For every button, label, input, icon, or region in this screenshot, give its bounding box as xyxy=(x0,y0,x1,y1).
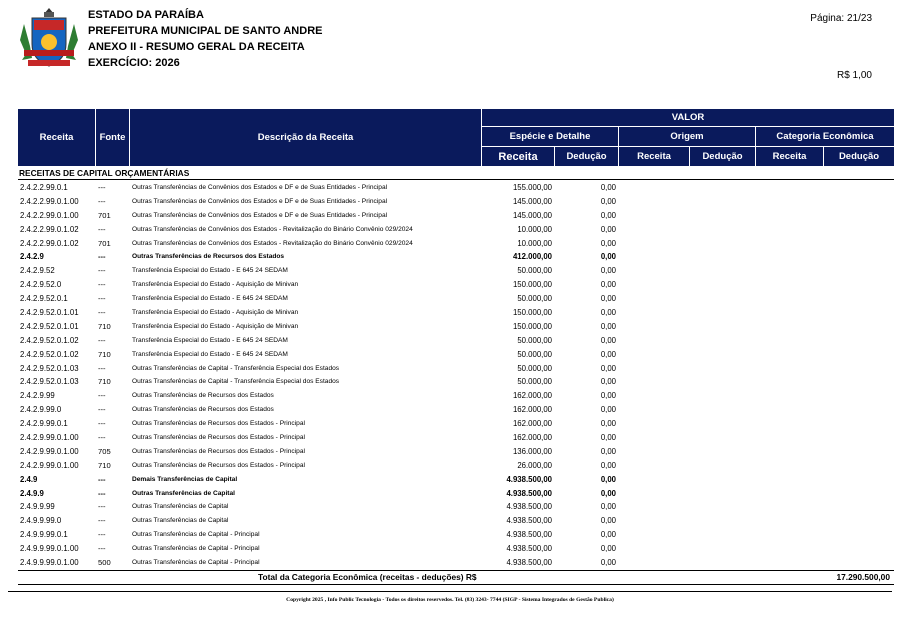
row-valor: 50.000,00 xyxy=(517,349,552,359)
row-deducao: 0,00 xyxy=(600,530,616,540)
row-fonte: 705 xyxy=(98,446,111,456)
table-row xyxy=(18,320,894,334)
row-description: Transferência Especial do Estado - E 645 24 SEDAM xyxy=(132,350,288,358)
subheader-especie-receita: Receita xyxy=(482,147,554,166)
row-description: Transferência Especial do Estado - Aquisição de Minivan xyxy=(132,281,299,289)
row-fonte: --- xyxy=(98,308,106,318)
table-row xyxy=(18,431,894,445)
row-description: Outras Transferências de Capital xyxy=(132,503,229,511)
row-valor: 4.938.500,00 xyxy=(506,502,552,512)
revenue-table-body xyxy=(18,181,894,570)
table-row xyxy=(18,237,894,251)
col-header-especie: Espécie e Detalhe xyxy=(482,127,618,146)
row-valor: 150.000,00 xyxy=(512,321,552,331)
row-valor: 50.000,00 xyxy=(517,377,552,387)
row-description: Outras Transferências de Capital - Principal xyxy=(132,545,260,553)
total-top-divider xyxy=(18,570,894,571)
row-fonte: --- xyxy=(98,488,106,498)
header-state: ESTADO DA PARAÍBA xyxy=(88,9,204,21)
row-fonte: 710 xyxy=(98,321,111,331)
row-valor: 10.000,00 xyxy=(517,224,552,234)
row-code: 2.4.9.9.99.0.1.00 xyxy=(20,558,79,568)
row-code: 2.4.2.9.52.0.1.01 xyxy=(20,321,79,331)
table-row xyxy=(18,292,894,306)
header-municipality: PREFEITURA MUNICIPAL DE SANTO ANDRE xyxy=(88,25,323,37)
row-fonte: --- xyxy=(98,391,106,401)
row-deducao: 0,00 xyxy=(600,502,616,512)
table-row xyxy=(18,181,894,195)
row-deducao: 0,00 xyxy=(600,210,616,220)
row-description: Outras Transferências de Recursos dos Estados xyxy=(132,392,274,400)
row-deducao: 0,00 xyxy=(600,419,616,429)
row-fonte: --- xyxy=(98,363,106,373)
row-deducao: 0,00 xyxy=(600,544,616,554)
row-valor: 136.000,00 xyxy=(512,446,552,456)
row-code: 2.4.2.9.52.0.1.01 xyxy=(20,308,79,318)
row-code: 2.4.2.9.99.0.1.00 xyxy=(20,460,79,470)
table-row xyxy=(18,264,894,278)
table-row xyxy=(18,459,894,473)
row-deducao: 0,00 xyxy=(600,224,616,234)
subheader-origem-deducao: Dedução xyxy=(690,147,755,166)
row-code: 2.4.2.9.52.0.1.02 xyxy=(20,335,79,345)
row-code: 2.4.2.2.99.0.1.00 xyxy=(20,196,79,206)
row-deducao: 0,00 xyxy=(600,488,616,498)
footer-copyright: Copyright 2025 , Info Public Tecnologia - Todos os direitos reservedos. Tel. (83) 3243- 7744 (SIGP - Sistema Integrados de Gestão Publica) xyxy=(286,597,614,603)
row-valor: 162.000,00 xyxy=(512,433,552,443)
row-fonte: --- xyxy=(98,530,106,540)
table-row xyxy=(18,556,894,570)
table-row xyxy=(18,195,894,209)
col-header-valor: VALOR xyxy=(482,109,894,126)
table-row xyxy=(18,362,894,376)
row-description: Transferência Especial do Estado - Aquisição de Minivan xyxy=(132,309,299,317)
row-fonte: --- xyxy=(98,224,106,234)
col-header-receita: Receita xyxy=(18,109,95,166)
row-description: Outras Transferências de Convênios dos Estados - Revitalização do Binário Convênio 029/2024 xyxy=(132,225,413,233)
table-row xyxy=(18,334,894,348)
row-valor: 50.000,00 xyxy=(517,363,552,373)
row-code: 2.4.2.9.52.0.1.03 xyxy=(20,363,79,373)
row-deducao: 0,00 xyxy=(600,335,616,345)
table-row xyxy=(18,348,894,362)
row-code: 2.4.2.9 xyxy=(20,252,44,262)
row-code: 2.4.9.9.99.0.1 xyxy=(20,530,68,540)
row-valor: 4.938.500,00 xyxy=(506,488,552,498)
table-row xyxy=(18,403,894,417)
row-code: 2.4.2.9.52.0.1 xyxy=(20,294,68,304)
row-fonte: 710 xyxy=(98,377,111,387)
row-code: 2.4.2.9.99.0 xyxy=(20,405,62,415)
table-row xyxy=(18,445,894,459)
row-valor: 4.938.500,00 xyxy=(506,544,552,554)
row-valor: 145.000,00 xyxy=(512,210,552,220)
row-description: Outras Transferências de Recursos dos Estados - Principal xyxy=(132,447,305,455)
row-code: 2.4.2.2.99.0.1 xyxy=(20,183,68,192)
col-header-fonte: Fonte xyxy=(96,109,129,166)
row-code: 2.4.9.9.99.0.1.00 xyxy=(20,544,79,554)
table-row xyxy=(18,473,894,487)
row-description: Outras Transferências de Capital xyxy=(132,517,229,525)
table-row xyxy=(18,375,894,389)
row-deducao: 0,00 xyxy=(600,377,616,387)
row-valor: 10.000,00 xyxy=(517,238,552,248)
row-description: Outras Transferências de Recursos dos Estados - Principal xyxy=(132,434,305,442)
row-description: Outras Transferências de Convênios dos Estados - Revitalização do Binário Convênio 029/2024 xyxy=(132,239,413,247)
total-label: Total da Categoria Econômica (receitas - deduções) R$ xyxy=(258,572,477,582)
row-fonte: 710 xyxy=(98,349,111,359)
row-valor: 150.000,00 xyxy=(512,280,552,290)
row-valor: 4.938.500,00 xyxy=(506,558,552,568)
row-valor: 162.000,00 xyxy=(512,391,552,401)
row-code: 2.4.2.2.99.0.1.00 xyxy=(20,210,79,220)
row-fonte: 701 xyxy=(98,238,111,248)
row-fonte: --- xyxy=(98,294,106,304)
row-deducao: 0,00 xyxy=(600,391,616,401)
section-divider xyxy=(18,179,894,180)
table-row xyxy=(18,389,894,403)
row-description: Outras Transferências de Recursos dos Estados xyxy=(132,253,285,261)
row-deducao: 0,00 xyxy=(600,294,616,304)
row-fonte: --- xyxy=(98,516,106,526)
row-fonte: 701 xyxy=(98,210,111,220)
row-description: Outras Transferências de Capital - Transferência Especial dos Estados xyxy=(132,378,340,386)
row-deducao: 0,00 xyxy=(600,280,616,290)
row-fonte: --- xyxy=(98,544,106,554)
row-deducao: 0,00 xyxy=(600,252,616,262)
row-fonte: --- xyxy=(98,474,106,484)
row-fonte: --- xyxy=(98,280,106,290)
row-valor: 26.000,00 xyxy=(517,460,552,470)
row-deducao: 0,00 xyxy=(600,196,616,206)
table-row xyxy=(18,278,894,292)
row-description: Outras Transferências de Capital - Principal xyxy=(132,559,260,567)
table-row xyxy=(18,500,894,514)
section-title: RECEITAS DE CAPITAL ORÇAMENTÁRIAS xyxy=(19,168,190,178)
col-header-descricao: Descrição da Receita xyxy=(130,109,481,166)
row-deducao: 0,00 xyxy=(600,308,616,318)
row-valor: 4.938.500,00 xyxy=(506,474,552,484)
row-fonte: --- xyxy=(98,419,106,429)
header-fiscal-year: EXERCÍCIO: 2026 xyxy=(88,57,180,69)
subheader-origem-receita: Receita xyxy=(619,147,689,166)
table-row xyxy=(18,417,894,431)
row-fonte: --- xyxy=(98,196,106,206)
row-code: 2.4.2.9.52.0.1.03 xyxy=(20,377,79,387)
row-fonte: --- xyxy=(98,433,106,443)
row-code: 2.4.9.9.99.0 xyxy=(20,516,62,526)
municipal-coat-of-arms xyxy=(16,6,82,70)
table-row xyxy=(18,528,894,542)
row-code: 2.4.9.9.99 xyxy=(20,502,55,512)
row-code: 2.4.2.9.52 xyxy=(20,266,55,276)
row-fonte: --- xyxy=(98,266,106,276)
total-value: 17.290.500,00 xyxy=(836,572,890,582)
page-number: Página: 21/23 xyxy=(810,13,872,24)
row-deducao: 0,00 xyxy=(600,363,616,373)
row-deducao: 0,00 xyxy=(600,558,616,568)
total-bottom-divider xyxy=(18,584,894,585)
row-deducao: 0,00 xyxy=(600,446,616,456)
row-description: Outras Transferências de Capital - Principal xyxy=(132,531,260,539)
row-description: Outras Transferências de Convênios dos Estados e DF e de Suas Entidades - Principal xyxy=(132,211,388,219)
row-deducao: 0,00 xyxy=(600,460,616,470)
row-description: Transferência Especial do Estado - E 645 24 SEDAM xyxy=(132,336,288,344)
subheader-categoria-deducao: Dedução xyxy=(824,147,894,166)
row-valor: 150.000,00 xyxy=(512,308,552,318)
table-row xyxy=(18,487,894,501)
subheader-categoria-receita: Receita xyxy=(756,147,823,166)
currency-unit: R$ 1,00 xyxy=(836,70,872,81)
row-description: Outras Transferências de Capital - Transferência Especial dos Estados xyxy=(132,364,340,372)
row-code: 2.4.2.9.99 xyxy=(20,391,55,401)
table-row xyxy=(18,306,894,320)
row-fonte: 710 xyxy=(98,460,111,470)
row-code: 2.4.2.2.99.0.1.02 xyxy=(20,224,79,234)
row-valor: 162.000,00 xyxy=(512,405,552,415)
row-valor: 145.000,00 xyxy=(512,196,552,206)
row-description: Outras Transferências de Recursos dos Estados - Principal xyxy=(132,420,305,428)
row-description: Demais Transferências de Capital xyxy=(132,475,238,483)
row-description: Transferência Especial do Estado - E 645 24 SEDAM xyxy=(132,267,288,275)
row-description: Outras Transferências de Convênios dos Estados e DF e de Suas Entidades - Principal xyxy=(132,184,388,191)
col-header-categoria: Categoria Econômica xyxy=(756,127,894,146)
row-deducao: 0,00 xyxy=(600,349,616,359)
row-deducao: 0,00 xyxy=(600,433,616,443)
row-fonte: --- xyxy=(98,405,106,415)
row-description: Outras Transferências de Recursos dos Estados - Principal xyxy=(132,461,305,469)
row-valor: 50.000,00 xyxy=(517,294,552,304)
table-row xyxy=(18,250,894,264)
row-fonte: --- xyxy=(98,252,106,262)
row-code: 2.4.2.9.99.0.1.00 xyxy=(20,446,79,456)
row-deducao: 0,00 xyxy=(600,183,616,192)
row-deducao: 0,00 xyxy=(600,321,616,331)
table-row xyxy=(18,223,894,237)
row-valor: 50.000,00 xyxy=(517,335,552,345)
row-fonte: --- xyxy=(98,335,106,345)
table-row xyxy=(18,514,894,528)
header-annex: ANEXO II - RESUMO GERAL DA RECEITA xyxy=(88,41,305,53)
table-row xyxy=(18,209,894,223)
row-deducao: 0,00 xyxy=(600,405,616,415)
row-code: 2.4.2.9.99.0.1 xyxy=(20,419,68,429)
col-header-origem: Origem xyxy=(619,127,755,146)
row-deducao: 0,00 xyxy=(600,238,616,248)
row-description: Outras Transferências de Recursos dos Estados xyxy=(132,406,274,414)
row-deducao: 0,00 xyxy=(600,516,616,526)
row-description: Transferência Especial do Estado - Aquisição de Minivan xyxy=(132,322,299,330)
row-description: Outras Transferências de Convênios dos Estados e DF e de Suas Entidades - Principal xyxy=(132,197,388,205)
row-description: Outras Transferências de Capital xyxy=(132,489,235,497)
row-code: 2.4.2.9.52.0 xyxy=(20,280,62,290)
row-code: 2.4.9 xyxy=(20,474,38,484)
row-fonte: --- xyxy=(98,502,106,512)
row-valor: 412.000,00 xyxy=(512,252,552,262)
row-code: 2.4.2.9.99.0.1.00 xyxy=(20,433,79,443)
row-valor: 4.938.500,00 xyxy=(506,530,552,540)
row-code: 2.4.2.2.99.0.1.02 xyxy=(20,238,79,248)
row-valor: 4.938.500,00 xyxy=(506,516,552,526)
row-deducao: 0,00 xyxy=(600,266,616,276)
row-description: Transferência Especial do Estado - E 645 24 SEDAM xyxy=(132,295,288,303)
row-valor: 162.000,00 xyxy=(512,419,552,429)
row-deducao: 0,00 xyxy=(600,474,616,484)
table-row xyxy=(18,542,894,556)
row-code: 2.4.2.9.52.0.1.02 xyxy=(20,349,79,359)
subheader-especie-deducao: Dedução xyxy=(555,147,618,166)
row-fonte: 500 xyxy=(98,558,111,568)
row-valor: 50.000,00 xyxy=(517,266,552,276)
row-fonte: --- xyxy=(98,183,106,192)
row-code: 2.4.9.9 xyxy=(20,488,44,498)
row-valor: 155.000,00 xyxy=(512,183,552,192)
footer-divider xyxy=(8,591,892,592)
